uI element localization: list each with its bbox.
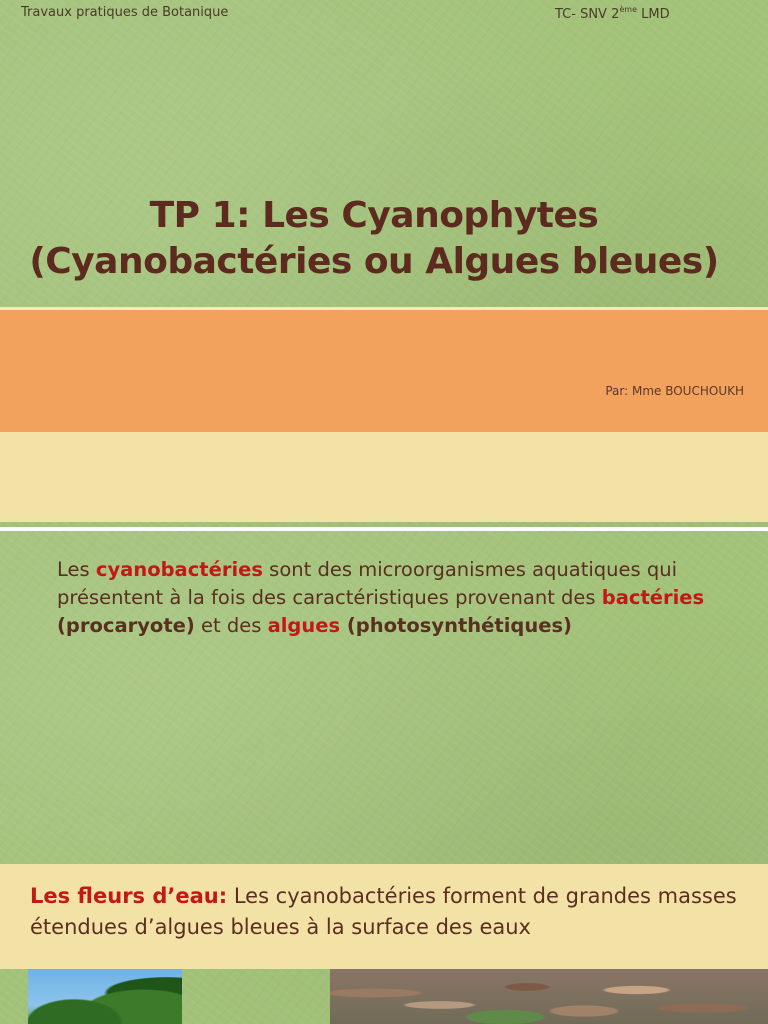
term-cyanobacteries: cyanobactéries: [95, 558, 263, 581]
page-title: [0, 193, 748, 285]
header-level-suffix: LMD: [637, 7, 670, 22]
intro-paragraph: [57, 556, 747, 640]
fleurs-paragraph: [30, 881, 750, 943]
author: Par: Mme BOUCHOUKH: [605, 384, 744, 398]
photo-rocky-stream: [330, 969, 768, 1024]
header-level: [555, 5, 670, 22]
intro-text-1: Les: [57, 558, 96, 581]
fleurs-text: Les cyanobactéries forment de grandes masses étendues d’algues bleues à la surface des eaux: [30, 884, 737, 939]
header-level-prefix: TC- SNV 2: [555, 7, 620, 22]
intro-text-4: et des: [194, 614, 268, 637]
intro-procaryote: (procaryote): [57, 614, 195, 637]
title-line-1: TP 1: Les Cyanophytes: [149, 195, 599, 236]
header-level-sup: ème: [619, 5, 637, 14]
header-course: Travaux pratiques de Botanique: [21, 5, 229, 20]
intro-text-2: sont des microorganismes aquatiques qui présentent à la fois des caractéristiques provenant des: [57, 558, 678, 609]
orange-band: [0, 307, 768, 435]
slide-content: [0, 531, 768, 1024]
fleurs-label: Les fleurs d’eau:: [30, 884, 228, 908]
intro-photosynthetiques: (photosynthétiques): [340, 614, 572, 637]
term-algues: algues: [267, 614, 341, 637]
title-line-2: (Cyanobactéries ou Algues bleues): [29, 241, 719, 282]
photo-lake-trees: [28, 969, 182, 1024]
cream-band: [0, 432, 768, 522]
term-bacteries: bactéries: [601, 586, 705, 609]
